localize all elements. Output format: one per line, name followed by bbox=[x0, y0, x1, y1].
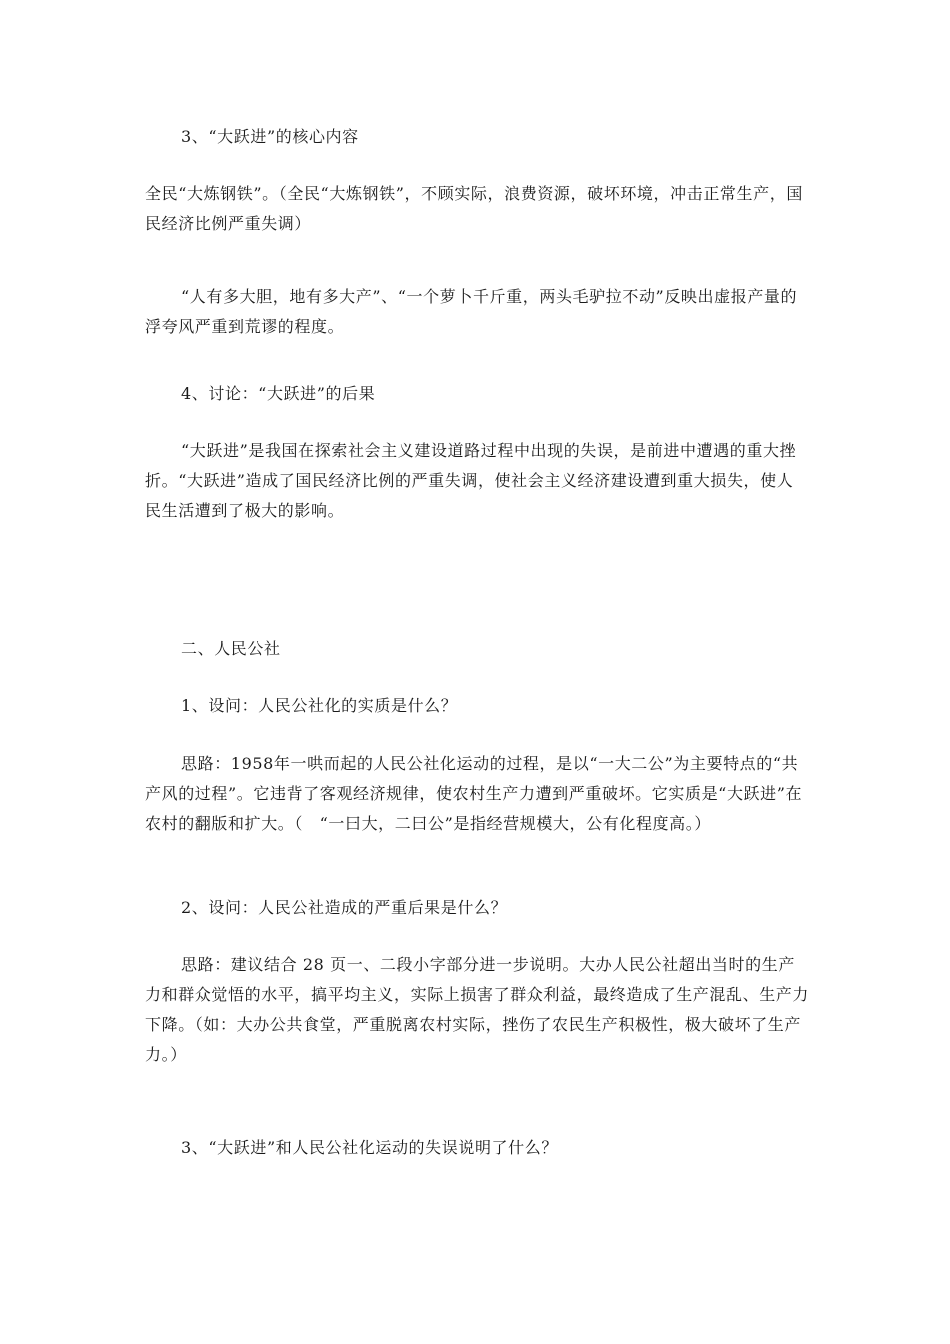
question-lessons: 3、“大跃进”和人民公社化运动的失误说明了什么？ bbox=[181, 1138, 558, 1157]
answer-commune-consequences: 思路：建议结合 28 页一、二段小字部分进一步说明。大办人民公社超出当时的生产力和群众觉悟的水平，搞平均主义，实际上损害了群众利益，最终造成了生产混乱、生产力下降。（如：大办公共食堂，严重脱离农村实际，挫伤了农民生产积极性，极大破坏了生产力。） bbox=[145, 955, 810, 1064]
paragraph-steel-campaign: 全民“大炼钢铁”。（全民“大炼钢铁”，不顾实际，浪费资源，破坏环境，冲击正常生产，国民经济比例严重失调） bbox=[145, 184, 803, 233]
question-commune-consequences: 2、设问：人民公社造成的严重后果是什么？ bbox=[181, 898, 508, 917]
heading-core-content: 3、“大跃进”的核心内容 bbox=[181, 127, 359, 146]
question-commune-essence: 1、设问：人民公社化的实质是什么？ bbox=[181, 696, 458, 715]
paragraph-consequences: “大跃进”是我国在探索社会主义建设道路过程中出现的失误，是前进中遭遇的重大挫折。“大跃进”造成了国民经济比例的严重失调，使社会主义经济建设遭到重大损失，使人民生活遭到了极大的影响。 bbox=[145, 441, 797, 520]
paragraph-exaggeration: “人有多大胆，地有多大产”、“一个萝卜千斤重，两头毛驴拉不动”反映出虚报产量的浮夸风严重到荒谬的程度。 bbox=[145, 287, 798, 336]
section-heading-peoples-commune: 二、人民公社 bbox=[181, 639, 281, 658]
heading-discussion-consequences: 4、讨论：“大跃进”的后果 bbox=[181, 384, 376, 403]
answer-commune-essence: 思路：1958年一哄而起的人民公社化运动的过程，是以“一大二公”为主要特点的“共产风的过程”。它违背了客观经济规律，使农村生产力遭到严重破坏。它实质是“大跃进”在农村的翻版和扩大。（ “一曰大，二曰公”是指经营规模大，公有化程度高。） bbox=[145, 754, 803, 833]
